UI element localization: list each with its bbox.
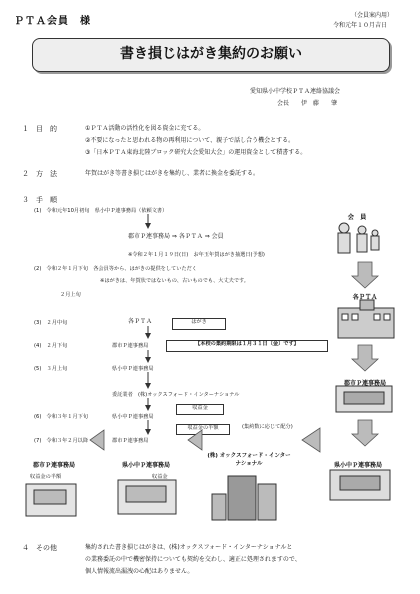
company-building-illustration — [212, 476, 276, 520]
step-7-no: (7) 令和３年２月以降 — [34, 438, 89, 444]
step-3-no: (3) ２月中旬 — [34, 320, 68, 326]
step-5-box: 収益金 — [176, 404, 224, 415]
step-2: (2) 令和２年１月下旬 各会員等から、はがきの提供をしていただく — [34, 266, 197, 272]
purpose-item-1: ①ＰＴＡ活動の活性化を図る資金に充てる。 — [85, 125, 205, 132]
other-text-3: 個人情報流出漏洩の心配はありません。 — [85, 568, 194, 575]
income-half-label: 収益金の半額 — [30, 474, 62, 480]
step-5-a: 県小中Ｐ連事務局 — [112, 366, 154, 372]
pta-building-illustration — [338, 300, 394, 338]
step-6-note: (集約数に応じて配分) — [242, 424, 293, 430]
gunshi-right-label: 郡市Ｐ連事務局 — [343, 380, 386, 387]
step-1: (1) 令和元年10月初旬 県小中Ｐ連事務局（依頼文書） — [34, 208, 168, 214]
other-text-2: の業務委託の中で機密保持についても契約を交わし、適正に処理されますので、 — [85, 556, 301, 563]
company-label: (株) オックスフォード・インターナショナル — [207, 453, 291, 467]
other-text-1: 集約された書き損じはがきは、(株)オックスフォード・インターナショナルと — [85, 544, 293, 551]
step-6-a: 県小中Ｐ連事務局 — [112, 414, 154, 420]
prefecture-office-illustration — [330, 470, 390, 500]
gunshi-left-illustration — [26, 484, 76, 516]
section-other-label: ４ その他 — [22, 544, 57, 552]
step-5-b: 委託業者 (株)オックスフォード・インターナショナル — [112, 392, 240, 398]
page-title: 書き損じはがき集約のお願い — [120, 46, 302, 62]
recipient: ＰＴＡ会員 様 — [14, 16, 91, 27]
purpose-item-3: ③「日本ＰＴＡ東海北陸ブロック研究大会愛知大会」の運用資金として積書する。 — [85, 149, 307, 156]
step-3-a: 各ＰＴＡ — [128, 318, 153, 325]
step-1-note: ※令和２年１月１９日(日) お年玉年賀はがき抽選日(予想) — [128, 252, 265, 258]
step-7-a: 郡市Ｐ連事務局 — [112, 438, 149, 444]
organization: 愛知県小中学校ＰＴＡ連絡協議会 — [250, 88, 341, 95]
prefecture-left-illustration — [118, 480, 176, 514]
gunshi-left-label: 郡市Ｐ連事務局 — [32, 462, 75, 469]
step-1-flow: 郡市Ｐ連事務局 ⇒ 各ＰＴＡ ⇒ 会員 — [128, 233, 224, 240]
method-text: 年賀はがき等書き損じはがきを集約し、業者に換金を委託する。 — [85, 170, 260, 177]
section-procedure-label: ３ 手 順 — [22, 196, 57, 204]
income-label: 収益金 — [152, 474, 168, 480]
step-3-box: はがき — [172, 318, 226, 330]
step-2-note: ※はがきは、年賀状ではないもの、古いものでも、大丈夫です。 — [100, 278, 249, 284]
section-purpose-label: １ 目 的 — [22, 125, 57, 133]
president: 会長 伊 藤 肇 — [277, 100, 338, 107]
members-label: 会 員 — [347, 214, 367, 221]
step-5-no: (5) ３月上旬 — [34, 366, 68, 372]
step-6-no: (6) 令和３年１月下旬 — [34, 414, 89, 420]
step-2-sub: ２月上旬 — [60, 292, 81, 298]
step-4-no: (4) ２月下旬 — [34, 343, 68, 349]
pta-label: 各ＰＴＡ — [352, 294, 378, 301]
step-4-box: 【本校の集約期限は１月３１日（金）です】 — [166, 340, 328, 352]
big-arrows — [90, 262, 378, 452]
members-illustration — [338, 223, 379, 253]
prefecture-label: 県小中Ｐ連事務局 — [333, 462, 382, 469]
office-right-illustration — [336, 386, 392, 412]
issue-date: 令和元年１０月吉日 — [333, 22, 388, 29]
step-4-a: 郡市Ｐ連事務局 — [112, 343, 149, 349]
prefecture-left-label: 県小中Ｐ連事務局 — [121, 462, 170, 469]
section-method-label: ２ 方 法 — [22, 170, 57, 178]
step-6-box: 収益金の半額 — [176, 424, 230, 435]
notice-type: （会員案内用） — [351, 12, 394, 19]
purpose-item-2: ②不要になったと思われる物の再利用について、親子で話し合う機会とする。 — [85, 137, 295, 144]
